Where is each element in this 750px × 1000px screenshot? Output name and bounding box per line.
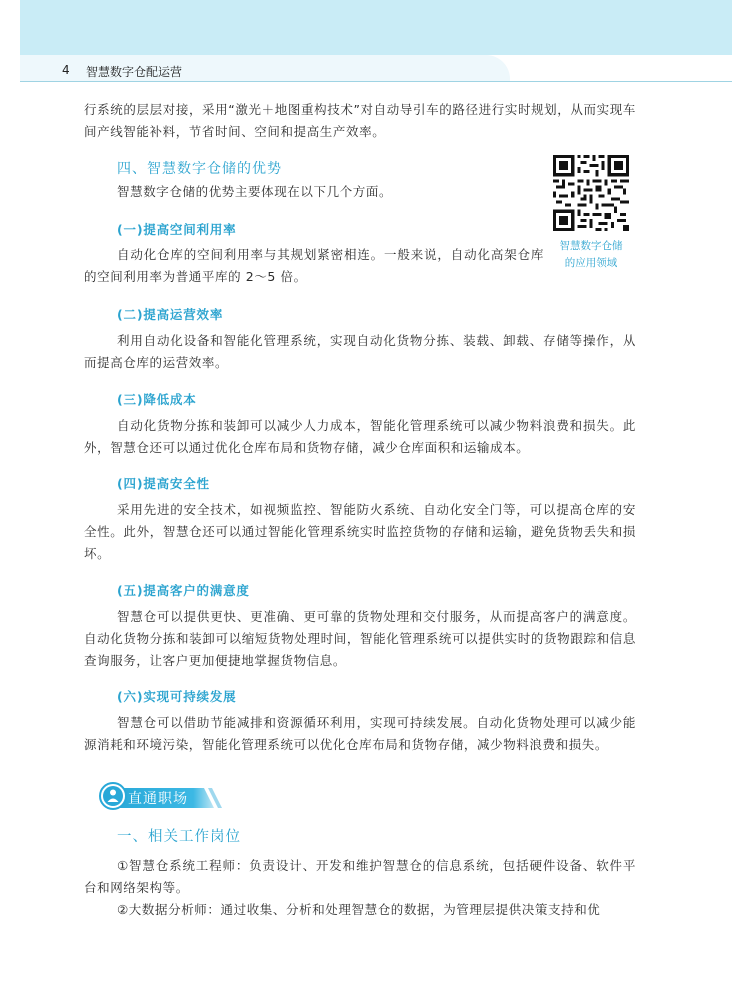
item-4-heading: (四)提高安全性: [117, 476, 210, 491]
item-1-text: 自动化仓库的空间利用率与其规划紧密相连。一般来说，自动化高架仓库的空间利用率为普通平库的 2～5 倍。: [84, 247, 544, 284]
qr-caption: [548, 238, 634, 272]
item-1-heading: (一)提高空间利用率: [117, 222, 237, 237]
item-5-heading: (五)提高客户的满意度: [117, 583, 250, 598]
job-2-text: ②大数据分析师：通过收集、分析和处理智慧仓的数据，为管理层提供决策支持和优: [117, 902, 601, 917]
item-2-heading: (二)提高运营效率: [117, 307, 224, 322]
item-2-text: 利用自动化设备和智能化管理系统，实现自动化货物分拣、装载、卸载、存储等操作，从而提高仓库的运营效率。: [84, 333, 636, 370]
section-4-lead: 智慧数字仓储的优势主要体现在以下几个方面。: [117, 184, 393, 199]
qr-code-icon[interactable]: [553, 155, 629, 231]
job-1-text: ①智慧仓系统工程师：负责设计、开发和维护智慧仓的信息系统，包括硬件设备、软件平台和网络架构等。: [84, 858, 636, 895]
qr-caption-line1: 智慧数字仓储: [559, 240, 623, 252]
item-5-text: 智慧仓可以提供更快、更准确、更可靠的货物处理和交付服务，从而提高客户的满意度。自动化货物分拣和装卸可以缩短货物处理时间，智能化管理系统可以提供实时的货物跟踪和信息查询服务，让客户更加便捷地掌握货物信息。: [84, 609, 636, 668]
top-color-band: [20, 0, 732, 55]
career-banner-label: 直通职场: [128, 791, 188, 807]
running-title: 智慧数字仓配运营: [86, 65, 183, 79]
item-6-heading: (六)实现可持续发展: [117, 689, 237, 704]
header-divider: [20, 81, 732, 82]
career-section-title: 一、相关工作岗位: [117, 829, 241, 845]
qr-caption-line2: 的应用领域: [564, 257, 618, 269]
item-4-text: 采用先进的安全技术，如视频监控、智能防火系统、自动化安全门等，可以提高仓库的安全性。此外，智慧仓还可以通过智能化管理系统实时监控货物的存储和运输，避免货物丢失和损坏。: [84, 502, 636, 561]
page-number: 4: [62, 63, 70, 77]
item-6-text: 智慧仓可以借助节能减排和资源循环利用，实现可持续发展。自动化货物处理可以减少能源消耗和环境污染，智能化管理系统可以优化仓库布局和货物存储，减少物料浪费和损失。: [84, 715, 636, 752]
career-icon: [99, 782, 127, 810]
intro-paragraph: 行系统的层层对接，采用“激光＋地图重构技术”对自动导引车的路径进行实时规划，从而实现车间产线智能补料，节省时间、空间和提高生产效率。: [84, 102, 636, 139]
item-3-text: 自动化货物分拣和装卸可以减少人力成本，智能化管理系统可以减少物料浪费和损失。此外，智慧仓还可以通过优化仓库布局和货物存储，减少仓库面积和运输成本。: [84, 418, 636, 455]
item-3-heading: (三)降低成本: [117, 392, 197, 407]
section-4-title: 四、智慧数字仓储的优势: [117, 161, 282, 177]
